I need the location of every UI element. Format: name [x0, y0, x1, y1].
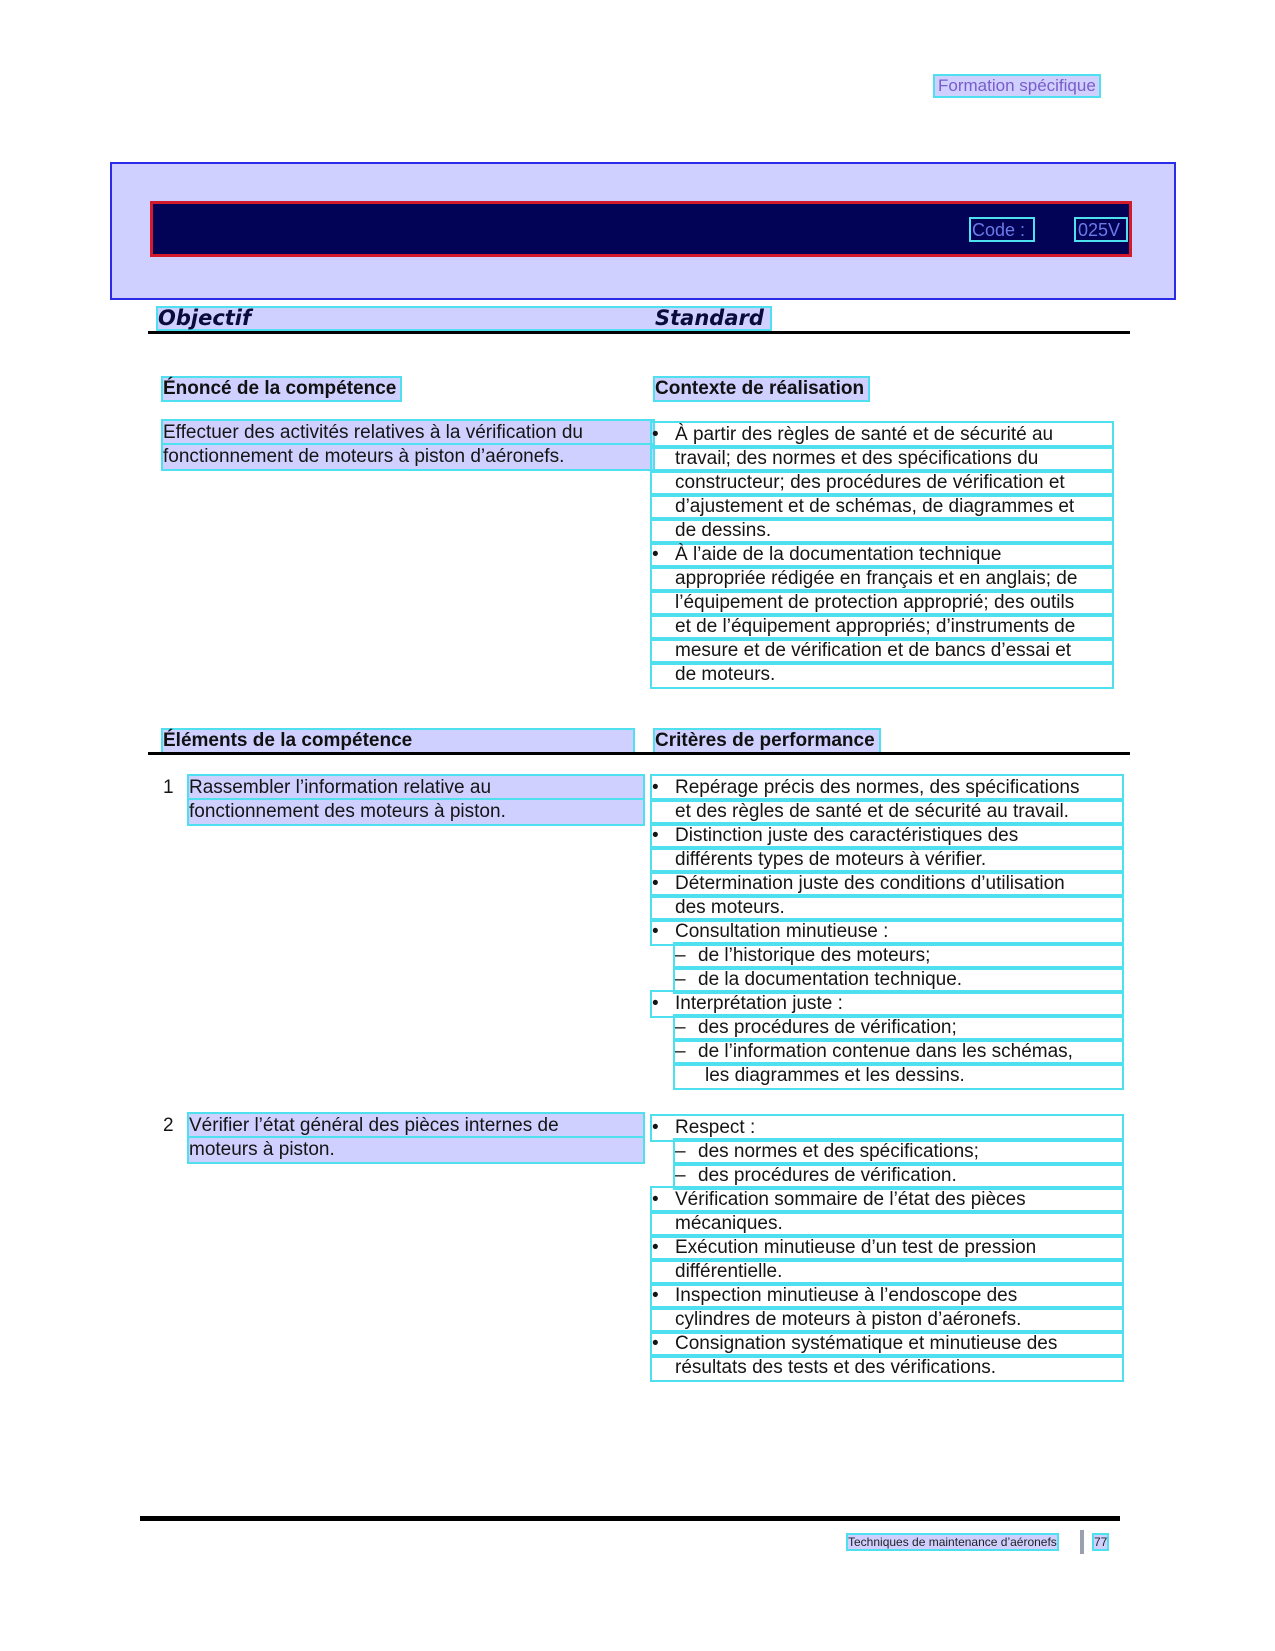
- bullet-icon: •: [652, 1117, 659, 1138]
- criterion-line: et des règles de santé et de sécurité au travail.: [652, 800, 1122, 824]
- criterion-item: [652, 776, 1122, 824]
- criterion-line: Consultation minutieuse :: [652, 920, 1122, 944]
- context-line: et de l’équipement appropriés; d’instruments de: [652, 615, 1112, 639]
- footer-program-title: Techniques de maintenance d’aéronefs: [848, 1535, 1057, 1549]
- footer-page-number: 77: [1094, 1535, 1108, 1549]
- criterion-line: Distinction juste des caractéristiques des: [652, 824, 1122, 848]
- criterion-item: [652, 992, 1122, 1088]
- element-item: [163, 1114, 643, 1162]
- sub-criterion-item: [675, 968, 1122, 992]
- context-line: constructeur; des procédures de vérification et: [652, 471, 1112, 495]
- criterion-line: Détermination juste des conditions d’utilisation: [652, 872, 1122, 896]
- dash-icon: –: [675, 945, 686, 966]
- bullet-icon: •: [652, 777, 659, 798]
- competence-statement: [163, 421, 653, 469]
- standard-column-heading: Standard: [655, 306, 764, 330]
- elements-heading: Éléments de la compétence: [163, 730, 633, 752]
- criterion-line: Vérification sommaire de l’état des pièces: [652, 1188, 1122, 1212]
- criteria-list: [652, 1116, 1122, 1380]
- context-bullet-item: [652, 543, 1112, 687]
- criterion-item: [652, 1284, 1122, 1332]
- statement-line: fonctionnement de moteurs à piston d’aéronefs.: [163, 445, 653, 469]
- header-program-label: Formation spécifique: [935, 76, 1099, 96]
- bullet-icon: •: [652, 1189, 659, 1210]
- dash-icon: –: [675, 969, 686, 990]
- element-line: Rassembler l’information relative au: [189, 776, 643, 800]
- bullet-icon: •: [652, 873, 659, 894]
- context-line: travail; des normes et des spécifications du: [652, 447, 1112, 471]
- element-line: fonctionnement des moteurs à piston.: [189, 800, 643, 824]
- context-line: appropriée rédigée en français et en anglais; de: [652, 567, 1112, 591]
- objective-column-heading: Objectif: [158, 306, 252, 330]
- sub-criterion-item: [675, 1040, 1122, 1088]
- context-line: l’équipement de protection approprié; des outils: [652, 591, 1112, 615]
- sub-criterion-line: de l’information contenue dans les schémas,: [675, 1040, 1122, 1064]
- context-line: d’ajustement et de schémas, de diagrammes et: [652, 495, 1112, 519]
- dash-icon: –: [675, 1041, 686, 1062]
- context-line: À partir des règles de santé et de sécurité au: [652, 423, 1112, 447]
- criterion-item: [652, 824, 1122, 872]
- sub-criterion-item: [675, 1016, 1122, 1040]
- element-number: 2: [163, 1115, 174, 1136]
- footer-separator: [1080, 1530, 1084, 1554]
- code-value: 025V: [1078, 220, 1121, 240]
- element-number: 1: [163, 777, 174, 798]
- element-line: Vérifier l’état général des pièces internes de: [189, 1114, 643, 1138]
- element-item: [163, 776, 643, 824]
- dash-icon: –: [675, 1017, 686, 1038]
- context-line: de moteurs.: [652, 663, 1112, 687]
- sub-criterion-line: de la documentation technique.: [675, 968, 1122, 992]
- criterion-line: Consignation systématique et minutieuse des: [652, 1332, 1122, 1356]
- element-line: moteurs à piston.: [189, 1138, 643, 1162]
- bullet-icon: •: [652, 1333, 659, 1354]
- bullet-icon: •: [652, 921, 659, 942]
- sub-criterion-line: des procédures de vérification;: [675, 1016, 1122, 1040]
- context-heading: Contexte de réalisation: [655, 378, 868, 400]
- criteria-list: [652, 776, 1122, 1088]
- criterion-line: Exécution minutieuse d’un test de pression: [652, 1236, 1122, 1260]
- dash-icon: –: [675, 1165, 686, 1186]
- code-label: Code :: [972, 220, 1026, 240]
- elements-header-rule: [148, 752, 1130, 755]
- sub-criterion-item: [675, 1140, 1122, 1164]
- criterion-item: [652, 1116, 1122, 1188]
- criterion-line: des moteurs.: [652, 896, 1122, 920]
- bullet-icon: •: [652, 993, 659, 1014]
- dash-icon: –: [675, 1141, 686, 1162]
- criterion-item: [652, 1188, 1122, 1236]
- criterion-line: mécaniques.: [652, 1212, 1122, 1236]
- criterion-line: Interprétation juste :: [652, 992, 1122, 1016]
- bullet-icon: •: [652, 424, 659, 445]
- bullet-icon: •: [652, 544, 659, 565]
- criterion-line: Repérage précis des normes, des spécifications: [652, 776, 1122, 800]
- criterion-item: [652, 872, 1122, 920]
- bullet-icon: •: [652, 1237, 659, 1258]
- criterion-item: [652, 1332, 1122, 1380]
- context-line: de dessins.: [652, 519, 1112, 543]
- statement-heading: Énoncé de la compétence: [163, 378, 400, 400]
- context-bullet-item: [652, 423, 1112, 543]
- criterion-line: cylindres de moteurs à piston d’aéronefs.: [652, 1308, 1122, 1332]
- footer-rule: [140, 1516, 1120, 1521]
- criterion-line: Inspection minutieuse à l’endoscope des: [652, 1284, 1122, 1308]
- criterion-line: différents types de moteurs à vérifier.: [652, 848, 1122, 872]
- criterion-line: Respect :: [652, 1116, 1122, 1140]
- sub-criterion-line: les diagrammes et les dessins.: [675, 1064, 1122, 1088]
- criterion-line: différentielle.: [652, 1260, 1122, 1284]
- bullet-icon: •: [652, 825, 659, 846]
- bullet-icon: •: [652, 1285, 659, 1306]
- sub-criterion-line: des normes et des spécifications;: [675, 1140, 1122, 1164]
- statement-line: Effectuer des activités relatives à la vérification du: [163, 421, 653, 445]
- context-line: mesure et de vérification et de bancs d’essai et: [652, 639, 1112, 663]
- criterion-item: [652, 1236, 1122, 1284]
- context-line: À l’aide de la documentation technique: [652, 543, 1112, 567]
- criterion-line: résultats des tests et des vérifications.: [652, 1356, 1122, 1380]
- sub-criterion-line: des procédures de vérification.: [675, 1164, 1122, 1188]
- sub-criterion-item: [675, 1164, 1122, 1188]
- criterion-item: [652, 920, 1122, 992]
- criteria-heading: Critères de performance: [655, 730, 879, 752]
- sub-criterion-item: [675, 944, 1122, 968]
- context-list: [652, 423, 1112, 687]
- column-header-rule: [148, 331, 1130, 334]
- sub-criterion-line: de l’historique des moteurs;: [675, 944, 1122, 968]
